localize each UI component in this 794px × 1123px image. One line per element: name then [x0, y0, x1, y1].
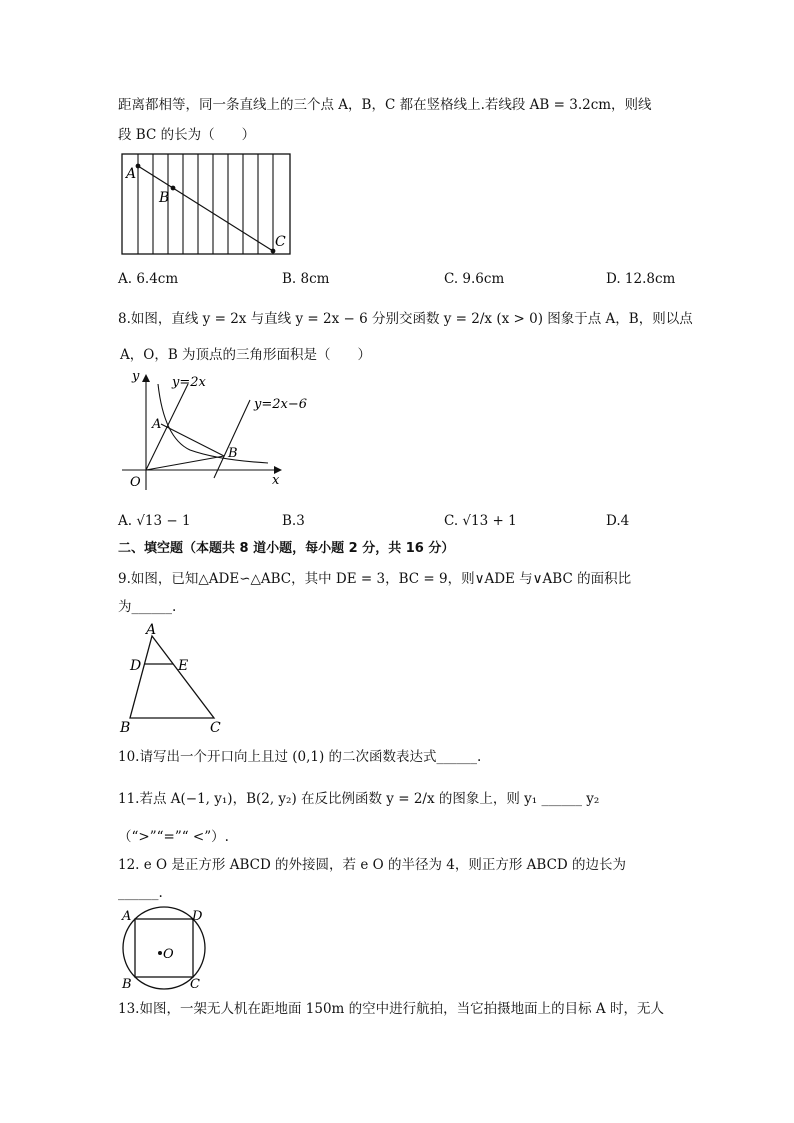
q13-text-line1: 13.如图，一架无人机在距地面 150m 的空中进行航拍，当它拍摄地面上的目标 A 时，无人 [118, 1001, 664, 1017]
q9-label-b: B [120, 720, 131, 736]
q7-label-a: A [126, 166, 137, 182]
q8-graph-figure [118, 366, 308, 496]
q8-text-line1: 8.如图，直线 y = 2x 与直线 y = 2x − 6 分别交函数 y = 2/x (x > 0) 图象于点 A，B，则以点 [118, 311, 693, 327]
section-2-title: 二、填空题（本题共 8 道小题，每小题 2 分，共 16 分） [118, 541, 455, 556]
q8-option-a: A. √13 − 1 [118, 513, 191, 529]
q12-label-a: A [122, 909, 132, 924]
q12-label-c: C [190, 977, 200, 992]
q9-label-e: E [178, 658, 189, 674]
q7-label-b: B [159, 190, 170, 206]
q12-label-o: O [163, 947, 174, 962]
q11-text-line2: （“>”“=”“ <”）. [118, 829, 229, 845]
q9-text-line2: 为______. [118, 599, 177, 615]
q7-text-line1: 距离都相等，同一条直线上的三个点 A，B，C 都在竖格线上.若线段 AB = 3.2cm，则线 [118, 97, 652, 113]
q7-grid-figure [118, 150, 294, 260]
q12-text-line2: ______. [118, 885, 163, 901]
q12-label-d: D [192, 909, 203, 924]
q7-option-b: B. 8cm [282, 271, 330, 287]
q8-label-y: y [132, 369, 140, 384]
q10-text-line1: 10.请写出一个开口向上且过 (0,1) 的二次函数表达式______. [118, 749, 482, 765]
q8-option-d: D.4 [606, 513, 630, 529]
q7-option-a: A. 6.4cm [118, 271, 179, 287]
q12-circle-square-figure [118, 904, 210, 992]
q8-label-x: x [272, 473, 280, 488]
q9-triangle-figure [118, 620, 228, 736]
q7-label-c: C [275, 234, 286, 250]
q7-text-line2: 段 BC 的长为（ ） [118, 127, 256, 143]
q9-label-d: D [130, 658, 142, 674]
q8-label-line1: y=2x [172, 375, 206, 390]
q8-option-b: B.3 [282, 513, 305, 529]
q8-option-c: C. √13 + 1 [444, 513, 517, 529]
q8-text-line2: A，O，B 为顶点的三角形面积是（ ） [120, 347, 372, 363]
q12-text-line1: 12. e O 是正方形 ABCD 的外接圆，若 e O 的半径为 4，则正方形 ABCD 的边长为 [118, 857, 627, 873]
q8-label-line2: y=2x−6 [254, 397, 308, 412]
q7-option-c: C. 9.6cm [444, 271, 505, 287]
q7-option-d: D. 12.8cm [606, 271, 676, 287]
q8-label-b: B [228, 446, 238, 461]
q12-label-b: B [122, 977, 132, 992]
q9-label-c: C [210, 720, 221, 736]
q9-label-a: A [146, 622, 157, 638]
q9-text-line1: 9.如图，已知△ADE∽△ABC，其中 DE = 3，BC = 9，则∨ADE 与∨ABC 的面积比 [118, 571, 632, 587]
q8-label-o: O [130, 475, 141, 490]
q8-label-a: A [152, 417, 162, 432]
q11-text-line1: 11.若点 A(−1, y₁)，B(2, y₂) 在反比例函数 y = 2/x 的图象上，则 y₁ ______ y₂ [118, 791, 600, 807]
